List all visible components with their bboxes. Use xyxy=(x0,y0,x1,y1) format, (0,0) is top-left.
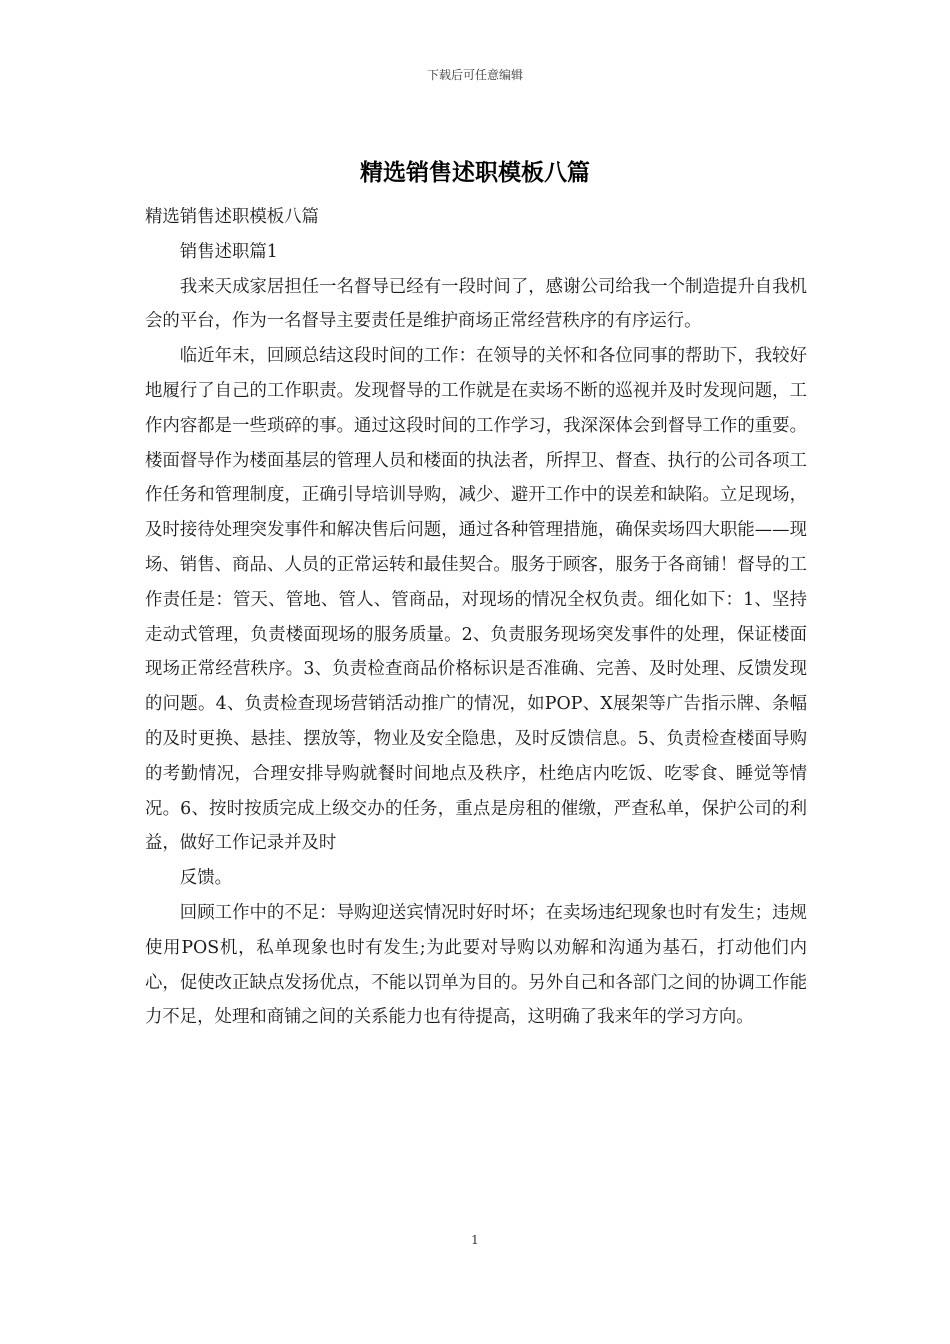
paragraph-shortcomings: 回顾工作中的不足：导购迎送宾情况时好时坏；在卖场违纪现象也时有发生；违规使用POS机，私单现象也时有发生;为此要对导购以劝解和沟通为基石，打动他们内心，促使改正缺点发扬优点，不能以罚单为目的。另外自己和各部门之间的协调工作能力不足，处理和商铺之间的关系能力也有待提高，这明确了我来年的学习方向。 xyxy=(145,902,807,1028)
paragraph-intro: 我来天成家居担任一名督导已经有一段时间了，感谢公司给我一个制造提升自我机会的平台，作为一名督导主要责任是维护商场正常经营秩序的有序运行。 xyxy=(145,276,807,332)
page-number: 1 xyxy=(471,1233,479,1247)
paragraph-review: 临近年末，回顾总结这段时间的工作：在领导的关怀和各位同事的帮助下，我较好地履行了自己的工作职责。发现督导的工作就是在卖场不断的巡视并及时发现问题，工作内容都是一些琐碎的事。通过这段时间的工作学习，我深深体会到督导工作的重要。楼面督导作为楼面基层的管理人员和楼面的执法者，所捍卫、督查、执行的公司各项工作任务和管理制度，正确引导培训导购，减少、避开工作中的误差和缺陷。立足现场，及时接待处理突发事件和解决售后问题，通过各种管理措施，确保卖场四大职能——现场、销售、商品、人员的正常运转和最佳契合。服务于顾客，服务于各商铺！督导的工作责任是：管天、管地、管人、管商品，对现场的情况全权负责。细化如下：1、坚持走动式管理，负责楼面现场的服务质量。2、负责服务现场突发事件的处理，保证楼面现场正常经营秩序。3、负责检查商品价格标识是否准确、完善、及时处理、反馈发现的问题。4、负责检查现场营销活动推广的情况，如POP、X展架等广告指示牌、条幅的及时更换、悬挂、摆放等，物业及安全隐患，及时反馈信息。5、负责检查楼面导购的考勤情况，合理安排导购就餐时间地点及秩序，杜绝店内吃饭、吃零食、睡觉等情况。6、按时按质完成上级交办的任务，重点是房租的催缴，严查私单，保护公司的利益，做好工作记录并及时 xyxy=(145,346,807,854)
section-heading: 销售述职篇1 xyxy=(179,241,278,262)
header-note: 下载后可任意编辑 xyxy=(426,68,523,82)
document-title: 精选销售述职模板八篇 xyxy=(360,159,590,186)
paragraph-feedback: 反馈。 xyxy=(179,868,232,889)
document-body xyxy=(145,200,807,1035)
document-subtitle: 精选销售述职模板八篇 xyxy=(145,207,319,227)
